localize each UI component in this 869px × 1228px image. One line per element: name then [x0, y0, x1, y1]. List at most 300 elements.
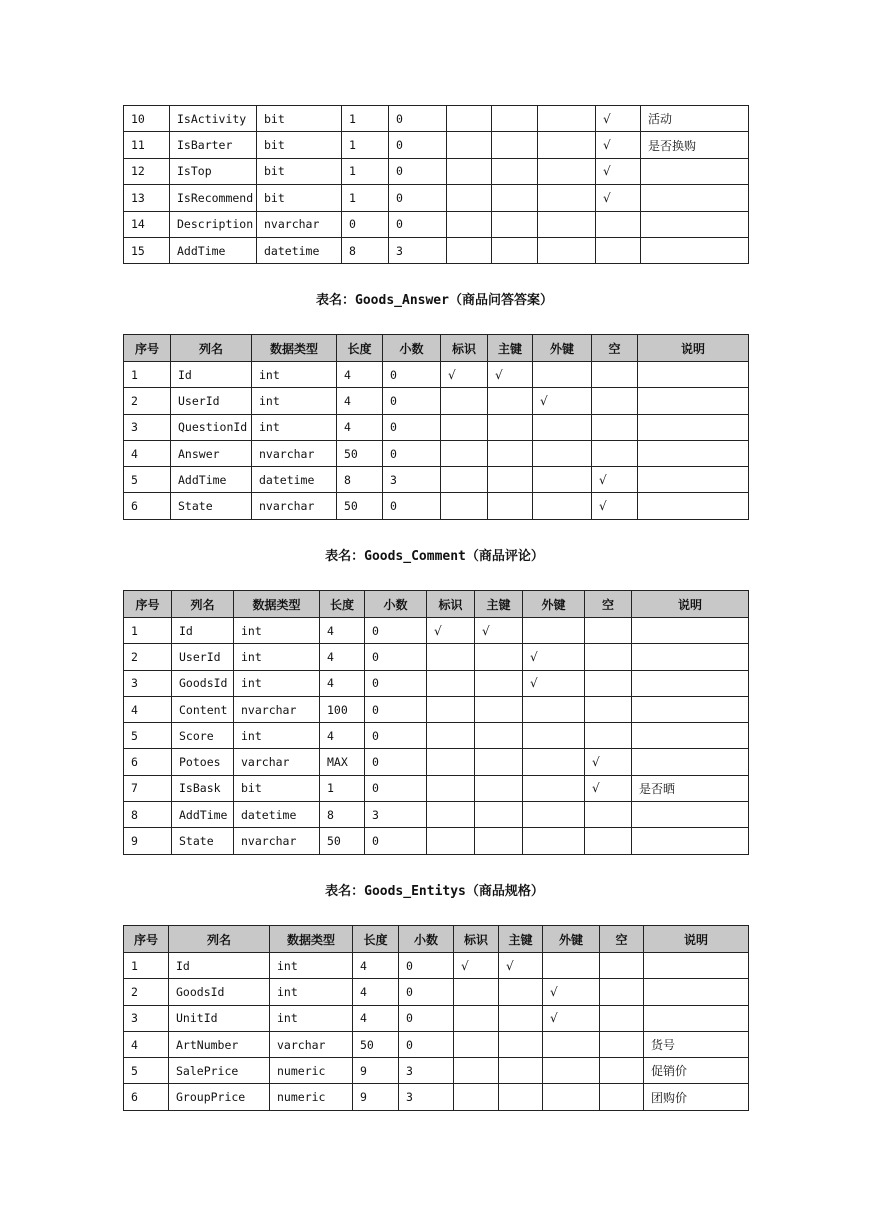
cell-no: 1 [124, 618, 172, 644]
cell-foreign-key [538, 185, 596, 211]
table-row [124, 670, 749, 696]
cell-length: 1 [342, 185, 389, 211]
goods-answer-table [123, 334, 749, 520]
cell-description [632, 749, 749, 775]
cell-no: 11 [124, 132, 170, 158]
cell-column-name: Description [170, 211, 257, 237]
cell-column-name: UserId [171, 388, 252, 414]
cell-primary-key [475, 723, 523, 749]
table-row [124, 185, 749, 211]
cell-foreign-key: √ [523, 670, 585, 696]
cell-length: 8 [320, 802, 365, 828]
cell-description [632, 644, 749, 670]
cell-primary-key [499, 1005, 543, 1031]
cell-identity [427, 749, 475, 775]
cell-foreign-key: √ [543, 979, 600, 1005]
cell-identity [447, 132, 492, 158]
cell-foreign-key [523, 723, 585, 749]
cell-length: 1 [320, 775, 365, 801]
cell-description [632, 618, 749, 644]
cell-nullable [592, 388, 638, 414]
cell-length: 1 [342, 132, 389, 158]
cell-data-type: int [270, 979, 353, 1005]
cell-primary-key [475, 670, 523, 696]
cell-description: 是否换购 [641, 132, 749, 158]
cell-length: 50 [353, 1031, 399, 1057]
cell-identity [447, 211, 492, 237]
cell-nullable [600, 1031, 644, 1057]
header-length: 长度 [320, 591, 365, 618]
table-body [124, 953, 749, 1111]
cell-primary-key [475, 749, 523, 775]
header-foreign-key: 外键 [543, 926, 600, 953]
cell-data-type: bit [257, 185, 342, 211]
cell-identity [441, 388, 488, 414]
cell-identity: √ [441, 362, 488, 388]
cell-decimals: 0 [365, 618, 427, 644]
header-foreign-key: 外键 [523, 591, 585, 618]
cell-identity [427, 696, 475, 722]
cell-data-type: varchar [234, 749, 320, 775]
cell-column-name: IsBask [172, 775, 234, 801]
cell-decimals: 0 [365, 670, 427, 696]
cell-column-name: SalePrice [169, 1058, 270, 1084]
header-no: 序号 [124, 335, 171, 362]
cell-decimals: 0 [383, 493, 441, 519]
cell-decimals: 0 [383, 362, 441, 388]
cell-column-name: AddTime [170, 237, 257, 263]
cell-identity [441, 414, 488, 440]
header-nullable: 空 [592, 335, 638, 362]
cell-foreign-key [543, 1031, 600, 1057]
cell-length: 0 [342, 211, 389, 237]
cell-length: 4 [320, 723, 365, 749]
cell-identity [454, 1005, 499, 1031]
cell-identity: √ [454, 953, 499, 979]
cell-decimals: 0 [399, 953, 454, 979]
cell-foreign-key [523, 749, 585, 775]
cell-decimals: 3 [399, 1084, 454, 1110]
cell-data-type: int [252, 414, 337, 440]
cell-foreign-key [538, 211, 596, 237]
cell-description: 是否晒 [632, 775, 749, 801]
cell-nullable [592, 440, 638, 466]
table-row [124, 953, 749, 979]
header-identity: 标识 [441, 335, 488, 362]
cell-primary-key [492, 211, 538, 237]
cell-no: 2 [124, 644, 172, 670]
header-row [124, 335, 749, 362]
cell-length: 4 [353, 1005, 399, 1031]
cell-no: 3 [124, 414, 171, 440]
header-data-type: 数据类型 [270, 926, 353, 953]
cell-decimals: 3 [383, 467, 441, 493]
cell-no: 5 [124, 467, 171, 493]
cell-no: 15 [124, 237, 170, 263]
header-column-name: 列名 [172, 591, 234, 618]
cell-primary-key [475, 775, 523, 801]
cell-foreign-key [543, 1084, 600, 1110]
cell-nullable [600, 1058, 644, 1084]
cell-column-name: State [171, 493, 252, 519]
cell-no: 6 [124, 749, 172, 775]
cell-no: 8 [124, 802, 172, 828]
cell-no: 6 [124, 493, 171, 519]
header-primary-key: 主键 [475, 591, 523, 618]
cell-length: 100 [320, 696, 365, 722]
cell-nullable [585, 828, 632, 854]
cell-nullable: √ [596, 185, 641, 211]
cell-no: 7 [124, 775, 172, 801]
cell-column-name: ArtNumber [169, 1031, 270, 1057]
cell-length: 4 [353, 979, 399, 1005]
table-row [124, 237, 749, 263]
table-row [124, 493, 749, 519]
cell-description [638, 467, 749, 493]
table-row [124, 723, 749, 749]
cell-nullable: √ [596, 158, 641, 184]
cell-foreign-key [533, 414, 592, 440]
cell-description [644, 979, 749, 1005]
cell-primary-key [492, 185, 538, 211]
cell-identity [427, 828, 475, 854]
goods-entitys-table [123, 925, 749, 1111]
cell-primary-key [475, 828, 523, 854]
table-row [124, 132, 749, 158]
cell-data-type: bit [257, 106, 342, 132]
cell-no: 3 [124, 1005, 169, 1031]
cell-description [632, 670, 749, 696]
cell-nullable [585, 670, 632, 696]
cell-description [641, 211, 749, 237]
cell-decimals: 3 [389, 237, 447, 263]
cell-decimals: 0 [365, 828, 427, 854]
cell-nullable [596, 237, 641, 263]
cell-length: 4 [320, 644, 365, 670]
cell-length: 9 [353, 1058, 399, 1084]
cell-description: 货号 [644, 1031, 749, 1057]
cell-nullable [585, 723, 632, 749]
cell-no: 2 [124, 979, 169, 1005]
cell-nullable: √ [592, 493, 638, 519]
cell-length: 1 [342, 106, 389, 132]
cell-description [638, 362, 749, 388]
cell-column-name: IsTop [170, 158, 257, 184]
cell-data-type: bit [234, 775, 320, 801]
cell-no: 9 [124, 828, 172, 854]
cell-description [638, 388, 749, 414]
cell-primary-key [499, 1031, 543, 1057]
cell-nullable [600, 953, 644, 979]
header-identity: 标识 [454, 926, 499, 953]
cell-description [641, 158, 749, 184]
cell-primary-key [488, 493, 533, 519]
cell-primary-key [488, 388, 533, 414]
cell-identity [427, 644, 475, 670]
table-row [124, 362, 749, 388]
table-caption-goods-entitys: 表名：Goods_Entitys（商品规格） [325, 884, 544, 899]
cell-column-name: UnitId [169, 1005, 270, 1031]
cell-data-type: nvarchar [252, 440, 337, 466]
cell-decimals: 0 [389, 106, 447, 132]
cell-primary-key [499, 979, 543, 1005]
cell-foreign-key [523, 618, 585, 644]
cell-data-type: nvarchar [257, 211, 342, 237]
cell-foreign-key [538, 106, 596, 132]
cell-primary-key [499, 1058, 543, 1084]
cell-column-name: QuestionId [171, 414, 252, 440]
cell-nullable [585, 618, 632, 644]
cell-primary-key [475, 644, 523, 670]
cell-foreign-key [523, 696, 585, 722]
cell-primary-key: √ [499, 953, 543, 979]
header-row [124, 591, 749, 618]
table-row [124, 1058, 749, 1084]
cell-column-name: AddTime [171, 467, 252, 493]
cell-nullable: √ [592, 467, 638, 493]
cell-no: 14 [124, 211, 170, 237]
cell-no: 12 [124, 158, 170, 184]
table-row [124, 158, 749, 184]
table-row [124, 749, 749, 775]
header-length: 长度 [353, 926, 399, 953]
cell-primary-key [492, 237, 538, 263]
header-column-name: 列名 [171, 335, 252, 362]
cell-data-type: nvarchar [252, 493, 337, 519]
cell-data-type: int [270, 953, 353, 979]
cell-column-name: GroupPrice [169, 1084, 270, 1110]
cell-decimals: 3 [365, 802, 427, 828]
cell-nullable [600, 979, 644, 1005]
cell-no: 5 [124, 1058, 169, 1084]
cell-description [638, 440, 749, 466]
table-row [124, 106, 749, 132]
header-row [124, 926, 749, 953]
header-description: 说明 [638, 335, 749, 362]
cell-description: 团购价 [644, 1084, 749, 1110]
cell-length: MAX [320, 749, 365, 775]
cell-nullable: √ [585, 749, 632, 775]
cell-primary-key [492, 132, 538, 158]
cell-length: 4 [337, 362, 383, 388]
table-header [124, 926, 749, 953]
header-primary-key: 主键 [499, 926, 543, 953]
header-decimals: 小数 [365, 591, 427, 618]
cell-column-name: GoodsId [172, 670, 234, 696]
cell-foreign-key [533, 467, 592, 493]
cell-length: 1 [342, 158, 389, 184]
header-no: 序号 [124, 591, 172, 618]
cell-foreign-key [543, 953, 600, 979]
cell-column-name: Content [172, 696, 234, 722]
cell-identity [447, 185, 492, 211]
header-foreign-key: 外键 [533, 335, 592, 362]
cell-identity [427, 802, 475, 828]
cell-column-name: Id [169, 953, 270, 979]
table-row [124, 211, 749, 237]
cell-foreign-key [538, 237, 596, 263]
cell-nullable [600, 1005, 644, 1031]
cell-description [632, 723, 749, 749]
cell-nullable [596, 211, 641, 237]
cell-length: 4 [353, 953, 399, 979]
header-no: 序号 [124, 926, 169, 953]
cell-foreign-key [523, 802, 585, 828]
cell-data-type: nvarchar [234, 696, 320, 722]
cell-column-name: Id [172, 618, 234, 644]
header-description: 说明 [632, 591, 749, 618]
table-row [124, 802, 749, 828]
table-row [124, 1084, 749, 1110]
cell-nullable [592, 414, 638, 440]
cell-length: 4 [320, 670, 365, 696]
fields-table-continued [123, 105, 749, 264]
cell-description: 活动 [641, 106, 749, 132]
cell-description [641, 237, 749, 263]
cell-identity [427, 723, 475, 749]
cell-primary-key: √ [488, 362, 533, 388]
cell-data-type: datetime [257, 237, 342, 263]
cell-length: 50 [337, 440, 383, 466]
cell-nullable [585, 696, 632, 722]
table-row [124, 644, 749, 670]
cell-primary-key [475, 696, 523, 722]
cell-data-type: datetime [252, 467, 337, 493]
cell-data-type: int [234, 618, 320, 644]
cell-column-name: State [172, 828, 234, 854]
cell-length: 8 [337, 467, 383, 493]
cell-nullable [592, 362, 638, 388]
cell-description [638, 414, 749, 440]
cell-column-name: Answer [171, 440, 252, 466]
cell-foreign-key [538, 132, 596, 158]
table-row [124, 1005, 749, 1031]
table-row [124, 388, 749, 414]
cell-description [632, 696, 749, 722]
cell-primary-key [492, 106, 538, 132]
cell-foreign-key: √ [523, 644, 585, 670]
cell-primary-key [475, 802, 523, 828]
cell-decimals: 0 [383, 414, 441, 440]
header-identity: 标识 [427, 591, 475, 618]
cell-primary-key: √ [475, 618, 523, 644]
cell-data-type: int [234, 670, 320, 696]
cell-no: 13 [124, 185, 170, 211]
cell-column-name: GoodsId [169, 979, 270, 1005]
table-row [124, 467, 749, 493]
cell-no: 1 [124, 953, 169, 979]
cell-description [638, 493, 749, 519]
cell-decimals: 0 [365, 696, 427, 722]
cell-primary-key [488, 467, 533, 493]
cell-identity: √ [427, 618, 475, 644]
cell-column-name: IsActivity [170, 106, 257, 132]
cell-data-type: varchar [270, 1031, 353, 1057]
header-data-type: 数据类型 [234, 591, 320, 618]
cell-decimals: 0 [399, 979, 454, 1005]
cell-identity [447, 106, 492, 132]
cell-column-name: Potoes [172, 749, 234, 775]
cell-data-type: bit [257, 132, 342, 158]
cell-identity [427, 775, 475, 801]
table-row [124, 414, 749, 440]
cell-primary-key [488, 440, 533, 466]
header-nullable: 空 [585, 591, 632, 618]
cell-identity [441, 493, 488, 519]
goods-comment-table [123, 590, 749, 855]
table-body [124, 618, 749, 855]
cell-column-name: IsBarter [170, 132, 257, 158]
cell-data-type: numeric [270, 1084, 353, 1110]
header-decimals: 小数 [383, 335, 441, 362]
table-body [124, 362, 749, 520]
cell-primary-key [488, 414, 533, 440]
cell-nullable: √ [596, 106, 641, 132]
table-header [124, 335, 749, 362]
cell-identity [441, 467, 488, 493]
cell-length: 4 [337, 414, 383, 440]
cell-nullable: √ [585, 775, 632, 801]
cell-identity [454, 1031, 499, 1057]
cell-decimals: 0 [389, 211, 447, 237]
table-caption-goods-comment: 表名：Goods_Comment（商品评论） [325, 549, 544, 564]
cell-decimals: 0 [383, 440, 441, 466]
cell-no: 5 [124, 723, 172, 749]
cell-column-name: AddTime [172, 802, 234, 828]
table-row [124, 618, 749, 644]
cell-foreign-key: √ [533, 388, 592, 414]
cell-primary-key [499, 1084, 543, 1110]
cell-no: 4 [124, 440, 171, 466]
cell-no: 1 [124, 362, 171, 388]
cell-data-type: bit [257, 158, 342, 184]
cell-no: 4 [124, 1031, 169, 1057]
cell-decimals: 3 [399, 1058, 454, 1084]
cell-length: 4 [320, 618, 365, 644]
cell-description [632, 802, 749, 828]
cell-description [644, 953, 749, 979]
cell-foreign-key [533, 440, 592, 466]
cell-no: 10 [124, 106, 170, 132]
cell-length: 9 [353, 1084, 399, 1110]
cell-identity [454, 1058, 499, 1084]
cell-foreign-key: √ [543, 1005, 600, 1031]
cell-foreign-key [523, 828, 585, 854]
cell-decimals: 0 [389, 185, 447, 211]
cell-description [644, 1005, 749, 1031]
cell-data-type: int [234, 723, 320, 749]
cell-description: 促销价 [644, 1058, 749, 1084]
cell-identity [454, 1084, 499, 1110]
cell-identity [447, 158, 492, 184]
cell-primary-key [492, 158, 538, 184]
cell-column-name: Score [172, 723, 234, 749]
cell-identity [447, 237, 492, 263]
header-data-type: 数据类型 [252, 335, 337, 362]
table-row [124, 696, 749, 722]
cell-data-type: nvarchar [234, 828, 320, 854]
cell-decimals: 0 [389, 132, 447, 158]
table-row [124, 1031, 749, 1057]
cell-column-name: IsRecommend [170, 185, 257, 211]
cell-decimals: 0 [399, 1005, 454, 1031]
cell-nullable [585, 802, 632, 828]
header-length: 长度 [337, 335, 383, 362]
cell-decimals: 0 [365, 749, 427, 775]
cell-foreign-key [523, 775, 585, 801]
cell-data-type: int [252, 388, 337, 414]
cell-data-type: int [252, 362, 337, 388]
